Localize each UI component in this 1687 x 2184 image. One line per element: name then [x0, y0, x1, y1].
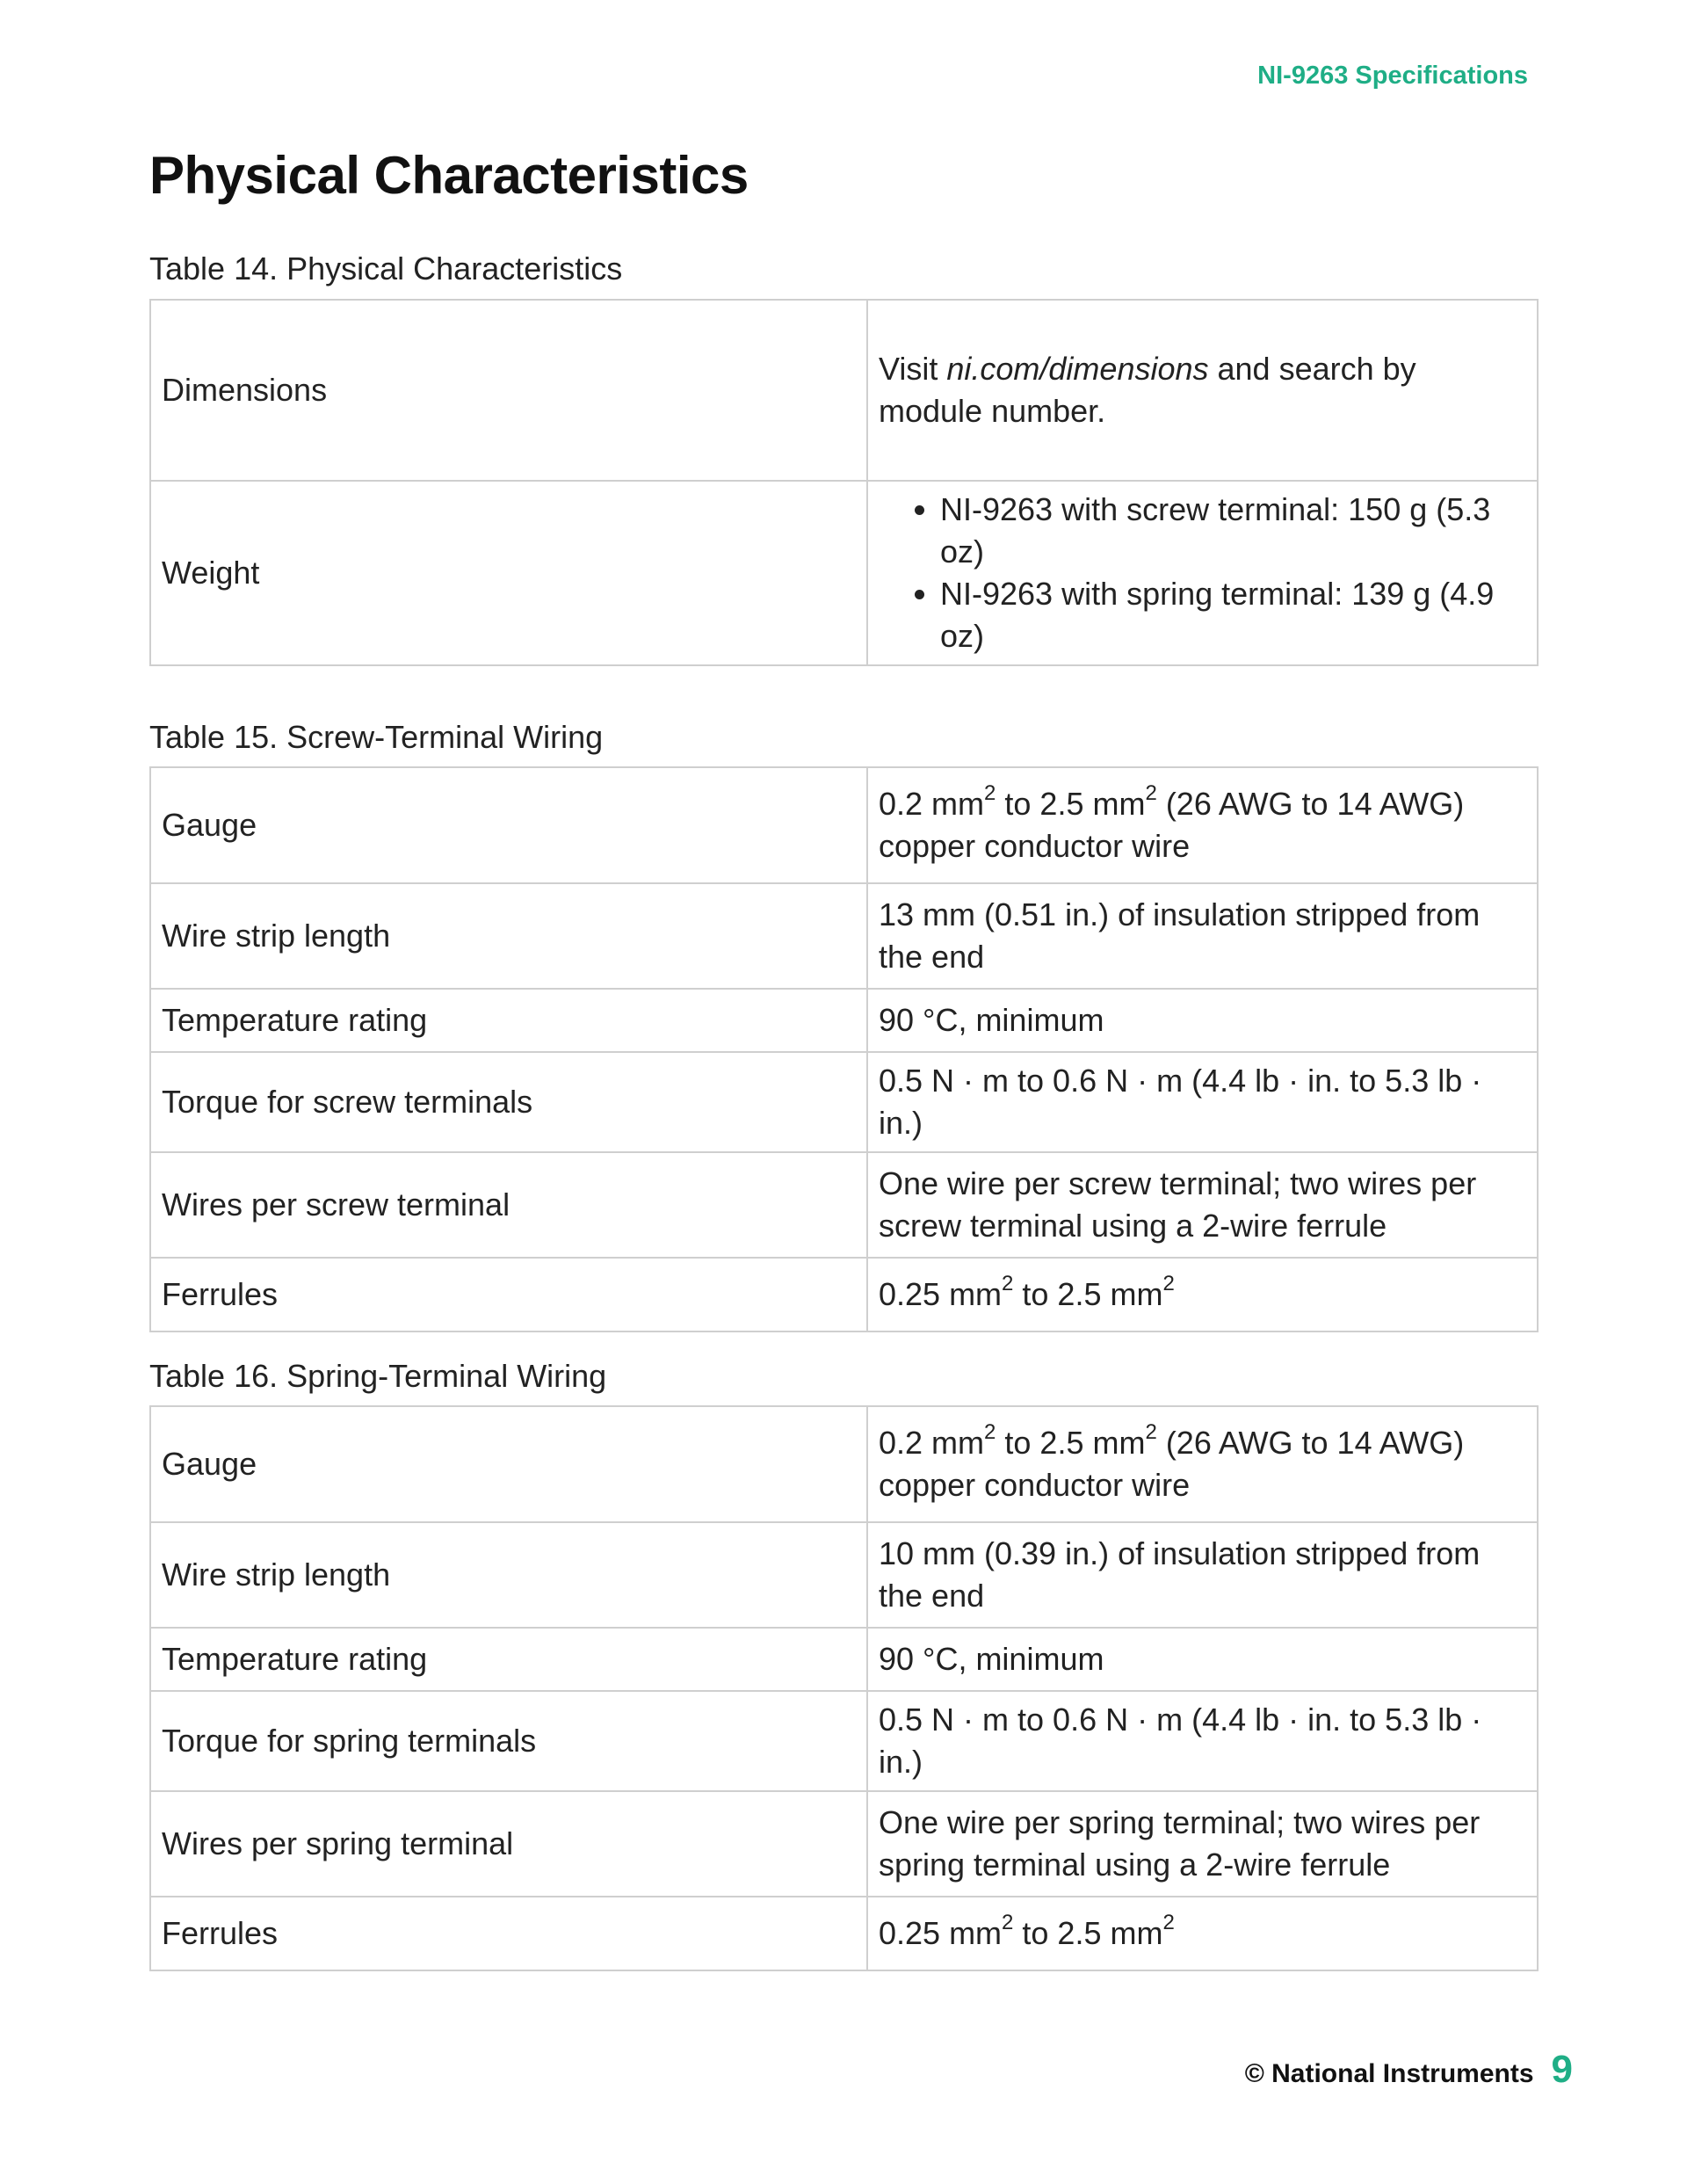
row-value: 0.5 N · m to 0.6 N · m (4.4 lb · in. to 5.3 lb · in.)	[867, 1691, 1538, 1791]
list-item: • NI-9263 with spring terminal: 139 g (4.9 oz)	[940, 573, 1526, 657]
row-value: 13 mm (0.51 in.) of insulation stripped from the end	[867, 883, 1538, 989]
row-value: One wire per spring terminal; two wires per spring terminal using a 2-wire ferrule	[867, 1791, 1538, 1897]
page-number: 9	[1551, 2048, 1573, 2091]
row-label: Gauge	[150, 767, 867, 883]
value-text: to 2.5 mm	[996, 786, 1146, 822]
table-row	[150, 1052, 1538, 1152]
list-item: • NI-9263 with screw terminal: 150 g (5.3 oz)	[940, 489, 1526, 573]
value-text: (26 AWG to 14 AWG) copper conductor wire	[879, 786, 1465, 864]
table-row	[150, 767, 1538, 883]
value-text: 0.2 mm	[879, 786, 985, 822]
value-text: 0.25 mm	[879, 1276, 1003, 1312]
row-label: Temperature rating	[150, 1628, 867, 1691]
row-label: Wire strip length	[150, 883, 867, 989]
value-text: to 2.5 mm	[1013, 1276, 1163, 1312]
row-label: Temperature rating	[150, 989, 867, 1052]
table-caption: Table 16. Spring-Terminal Wiring	[149, 1358, 607, 1394]
superscript: 2	[1002, 1911, 1014, 1934]
row-label: Wires per spring terminal	[150, 1791, 867, 1897]
table-caption: Table 15. Screw-Terminal Wiring	[149, 719, 604, 755]
superscript: 2	[1002, 1272, 1014, 1295]
row-value	[867, 1897, 1538, 1970]
row-value: 0.5 N · m to 0.6 N · m (4.4 lb · in. to 5.3 lb · in.)	[867, 1052, 1538, 1152]
spring-terminal-wiring-table	[149, 1405, 1539, 1971]
table-row	[150, 1406, 1538, 1522]
table-caption: Table 14. Physical Characteristics	[149, 250, 623, 287]
row-value	[867, 481, 1538, 665]
row-label: Ferrules	[150, 1258, 867, 1331]
table-row	[150, 883, 1538, 989]
table-row	[150, 1791, 1538, 1897]
table-row	[150, 1152, 1538, 1258]
value-text: 0.2 mm	[879, 1425, 985, 1461]
row-value: 90 °C, minimum	[867, 989, 1538, 1052]
table-row	[150, 1897, 1538, 1970]
page-footer	[1245, 2048, 1573, 2092]
table-row	[150, 1258, 1538, 1331]
row-label: Wires per screw terminal	[150, 1152, 867, 1258]
row-value	[867, 1258, 1538, 1331]
page-title: Physical Characteristics	[149, 146, 749, 205]
value-text: to 2.5 mm	[996, 1425, 1146, 1461]
row-label: Torque for spring terminals	[150, 1691, 867, 1791]
value-text: and search by module number.	[879, 351, 1416, 429]
row-label: Weight	[150, 481, 867, 665]
table-row	[150, 300, 1538, 481]
value-text: (26 AWG to 14 AWG) copper conductor wire	[879, 1425, 1465, 1503]
row-value: 90 °C, minimum	[867, 1628, 1538, 1691]
value-text: to 2.5 mm	[1013, 1915, 1163, 1951]
dimensions-link[interactable]: ni.com/dimensions	[946, 351, 1209, 387]
superscript: 2	[1145, 1420, 1157, 1444]
row-label: Ferrules	[150, 1897, 867, 1970]
superscript: 2	[1145, 781, 1157, 805]
running-header-title: NI-9263 Specifications	[1257, 62, 1528, 90]
row-value	[867, 767, 1538, 883]
row-value	[867, 1406, 1538, 1522]
physical-characteristics-table	[149, 299, 1539, 666]
table-row	[150, 1522, 1538, 1628]
row-label: Torque for screw terminals	[150, 1052, 867, 1152]
superscript: 2	[984, 1420, 996, 1444]
row-value	[867, 300, 1538, 481]
row-label: Wire strip length	[150, 1522, 867, 1628]
superscript: 2	[1162, 1911, 1175, 1934]
table-row	[150, 1691, 1538, 1791]
row-label: Gauge	[150, 1406, 867, 1522]
value-text: 0.25 mm	[879, 1915, 1003, 1951]
value-text: Visit	[879, 351, 947, 387]
table-row	[150, 989, 1538, 1052]
row-value: One wire per screw terminal; two wires per screw terminal using a 2-wire ferrule	[867, 1152, 1538, 1258]
table-row	[150, 1628, 1538, 1691]
row-label: Dimensions	[150, 300, 867, 481]
row-value: 10 mm (0.39 in.) of insulation stripped from the end	[867, 1522, 1538, 1628]
superscript: 2	[1162, 1272, 1175, 1295]
weight-list	[879, 489, 1526, 657]
footer-brand: © National Instruments	[1244, 2059, 1534, 2088]
screw-terminal-wiring-table	[149, 766, 1539, 1332]
table-row	[150, 481, 1538, 665]
superscript: 2	[984, 781, 996, 805]
